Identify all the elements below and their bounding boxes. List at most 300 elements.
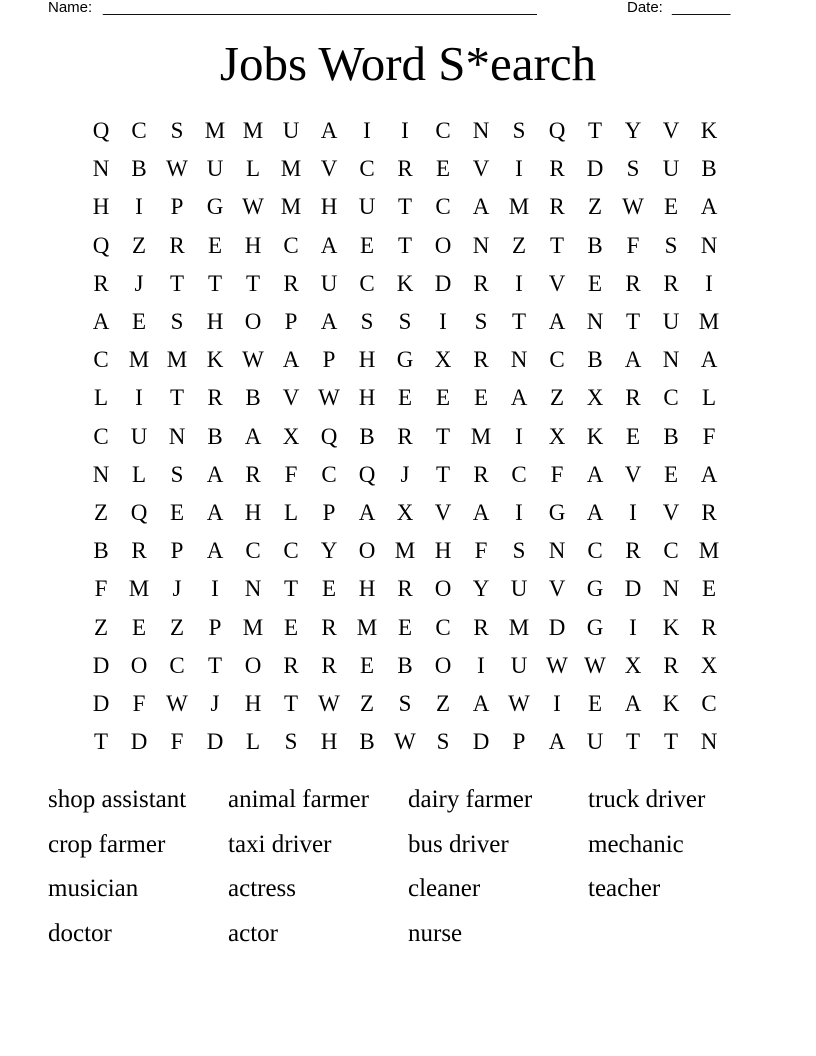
grid-letter: J (172, 576, 182, 602)
grid-letter: Z (511, 232, 527, 258)
grid-row (82, 532, 728, 570)
grid-letter: Z (435, 690, 451, 716)
grid-letter: Y (320, 538, 338, 564)
grid-letter: Z (587, 194, 603, 220)
grid-row (82, 227, 728, 265)
grid-letter: R (397, 423, 413, 449)
grid-letter: U (510, 576, 528, 602)
grid-letter: C (435, 614, 451, 640)
grid-letter: R (549, 194, 565, 220)
grid-letter: E (473, 385, 489, 411)
grid-letter: S (474, 309, 488, 335)
grid-letter: T (587, 118, 603, 144)
grid-letter: D (624, 576, 642, 602)
grid-letter: N (700, 232, 718, 258)
grid-letter: I (629, 614, 637, 640)
grid-letter: I (211, 576, 219, 602)
grid-letter: T (511, 309, 527, 335)
grid-letter: P (322, 499, 336, 525)
grid-letter: I (629, 499, 637, 525)
date-blank-line: _______ (672, 0, 731, 16)
grid-letter: I (363, 118, 371, 144)
word-list-item: truck driver (588, 786, 706, 813)
grid-letter: N (662, 576, 680, 602)
grid-letter: C (283, 538, 299, 564)
grid-letter: T (397, 232, 413, 258)
grid-letter: B (207, 423, 223, 449)
grid-letter: A (244, 423, 262, 449)
grid-letter: R (473, 461, 489, 487)
grid-letter: F (170, 729, 184, 755)
grid-letter: Q (320, 423, 338, 449)
grid-letter: B (93, 538, 109, 564)
grid-letter: T (625, 309, 641, 335)
grid-letter: V (548, 576, 566, 602)
grid-letter: V (624, 461, 642, 487)
grid-letter: X (282, 423, 300, 449)
grid-letter: U (320, 270, 338, 296)
grid-letter: Z (131, 232, 147, 258)
grid-letter: W (318, 690, 340, 716)
grid-letter: T (549, 232, 565, 258)
grid-letter: N (472, 232, 490, 258)
grid-letter: A (700, 461, 718, 487)
grid-letter: I (553, 690, 561, 716)
grid-letter: M (698, 309, 720, 335)
grid-letter: T (435, 423, 451, 449)
grid-letter: O (434, 232, 452, 258)
grid-letter: D (472, 729, 490, 755)
word-list-item: cleaner (408, 875, 481, 902)
word-list-item: actress (228, 875, 297, 902)
grid-letter: J (400, 461, 410, 487)
grid-letter: A (320, 309, 338, 335)
grid-letter: S (512, 538, 526, 564)
grid-letter: R (397, 576, 413, 602)
grid-letter: F (626, 232, 640, 258)
grid-letter: O (244, 652, 262, 678)
grid-letter: W (166, 156, 188, 182)
grid-letter: A (472, 499, 490, 525)
grid-letter: I (477, 652, 485, 678)
grid-letter: R (321, 614, 337, 640)
grid-letter: W (584, 652, 606, 678)
grid-letter: R (473, 614, 489, 640)
grid-letter: Z (93, 614, 109, 640)
name-label: Name: (48, 0, 93, 16)
grid-letter: X (396, 499, 414, 525)
word-list (48, 780, 768, 958)
grid-letter: E (283, 614, 299, 640)
grid-letter: E (207, 232, 223, 258)
grid-letter: C (169, 652, 185, 678)
grid-letter: I (515, 499, 523, 525)
grid-letter: A (320, 232, 338, 258)
word-list-item: nurse (408, 919, 463, 947)
grid-letter: C (587, 538, 603, 564)
grid-letter: W (394, 729, 416, 755)
grid-letter: R (625, 270, 641, 296)
grid-letter: O (434, 576, 452, 602)
grid-letter: U (510, 652, 528, 678)
grid-letter: R (207, 385, 223, 411)
grid-letter: C (359, 270, 375, 296)
grid-letter: P (284, 309, 298, 335)
grid-row (82, 303, 728, 341)
grid-letter: R (701, 614, 717, 640)
grid-letter: L (93, 385, 109, 411)
grid-row (82, 112, 728, 150)
grid-letter: A (472, 690, 490, 716)
grid-letter: V (472, 156, 490, 182)
grid-letter: A (320, 118, 338, 144)
grid-letter: Q (130, 499, 148, 525)
grid-letter: E (625, 423, 641, 449)
grid-letter: J (210, 690, 220, 716)
grid-letter: I (515, 423, 523, 449)
grid-letter: R (701, 499, 717, 525)
grid-letter: M (508, 614, 530, 640)
grid-letter: X (624, 652, 642, 678)
grid-letter: A (358, 499, 376, 525)
grid-letter: R (663, 652, 679, 678)
grid-letter: R (283, 652, 299, 678)
grid-letter: I (705, 270, 713, 296)
grid-letter: H (92, 194, 110, 220)
grid-letter: F (132, 690, 146, 716)
grid-letter: B (359, 729, 375, 755)
grid-row (82, 647, 728, 685)
grid-letter: R (663, 270, 679, 296)
grid-letter: K (396, 270, 414, 296)
grid-letter: M (394, 538, 416, 564)
grid-letter: D (206, 729, 224, 755)
grid-letter: B (701, 156, 717, 182)
grid-letter: M (242, 614, 264, 640)
grid-letter: T (93, 729, 109, 755)
grid-letter: B (397, 652, 413, 678)
grid-letter: V (320, 156, 338, 182)
grid-letter: D (92, 652, 110, 678)
grid-letter: R (93, 270, 109, 296)
grid-letter: N (472, 118, 490, 144)
grid-letter: R (131, 538, 147, 564)
grid-letter: C (511, 461, 527, 487)
grid-letter: H (320, 194, 338, 220)
grid-letter: V (662, 499, 680, 525)
grid-letter: G (586, 576, 604, 602)
grid-row (82, 188, 728, 226)
grid-letter: A (624, 690, 642, 716)
grid-letter: C (663, 538, 679, 564)
grid-letter: Y (624, 118, 642, 144)
grid-letter: F (550, 461, 564, 487)
grid-letter: P (512, 729, 526, 755)
grid-letter: M (508, 194, 530, 220)
grid-letter: P (208, 614, 222, 640)
name-blank-line: ____________________________________________________ (103, 0, 537, 16)
grid-letter: E (359, 232, 375, 258)
grid-letter: P (170, 194, 184, 220)
word-list-item: dairy farmer (408, 786, 533, 813)
word-list-item: crop farmer (48, 830, 166, 858)
grid-letter: H (244, 232, 262, 258)
grid-letter: A (206, 461, 224, 487)
grid-letter: R (625, 538, 641, 564)
grid-letter: N (662, 347, 680, 373)
grid-letter: N (168, 423, 186, 449)
grid-letter: G (396, 347, 414, 373)
grid-row (82, 418, 728, 456)
grid-letter: H (320, 729, 338, 755)
grid-letter: T (169, 270, 185, 296)
grid-letter: C (321, 461, 337, 487)
grid-letter: K (586, 423, 604, 449)
grid-letter: L (245, 729, 261, 755)
grid-letter: M (356, 614, 378, 640)
grid-letter: C (549, 347, 565, 373)
grid-letter: P (170, 538, 184, 564)
grid-letter: A (548, 729, 566, 755)
grid-letter: A (472, 194, 490, 220)
grid-letter: C (435, 118, 451, 144)
grid-letter: X (586, 385, 604, 411)
grid-row (82, 265, 728, 303)
grid-letter: G (206, 194, 224, 220)
grid-letter: A (206, 499, 224, 525)
grid-letter: E (587, 270, 603, 296)
grid-letter: I (515, 156, 523, 182)
grid-letter: I (135, 385, 143, 411)
grid-letter: C (245, 538, 261, 564)
grid-letter: E (131, 614, 147, 640)
grid-letter: A (282, 347, 300, 373)
grid-letter: N (548, 538, 566, 564)
grid-letter: M (242, 118, 264, 144)
date-label: Date: (627, 0, 663, 16)
grid-letter: S (436, 729, 450, 755)
grid-letter: H (206, 309, 224, 335)
word-list-item: mechanic (588, 830, 684, 858)
grid-letter: H (434, 538, 452, 564)
grid-letter: B (663, 423, 679, 449)
grid-letter: T (245, 270, 261, 296)
grid-letter: M (280, 156, 302, 182)
grid-letter: A (700, 347, 718, 373)
grid-letter: S (170, 461, 184, 487)
grid-letter: A (700, 194, 718, 220)
grid-letter: T (435, 461, 451, 487)
page-title: Jobs Word S*earch (219, 36, 597, 91)
grid-letter: J (134, 270, 144, 296)
grid-letter: A (586, 499, 604, 525)
grid-letter: T (397, 194, 413, 220)
grid-letter: L (245, 156, 261, 182)
grid-letter: U (662, 156, 680, 182)
grid-letter: R (321, 652, 337, 678)
grid-letter: B (245, 385, 261, 411)
grid-letter: K (662, 614, 680, 640)
grid-letter: O (244, 309, 262, 335)
grid-letter: W (166, 690, 188, 716)
grid-letter: X (434, 347, 452, 373)
grid-letter: H (358, 576, 376, 602)
grid-letter: C (663, 385, 679, 411)
grid-letter: I (401, 118, 409, 144)
grid-letter: H (244, 690, 262, 716)
grid-letter: U (206, 156, 224, 182)
grid-letter: Y (472, 576, 490, 602)
grid-letter: E (397, 385, 413, 411)
grid-row (82, 608, 728, 646)
grid-letter: T (625, 729, 641, 755)
grid-letter: O (358, 538, 376, 564)
grid-letter: R (169, 232, 185, 258)
grid-letter: E (435, 156, 451, 182)
grid-letter: T (207, 270, 223, 296)
grid-letter: V (282, 385, 300, 411)
grid-letter: G (586, 614, 604, 640)
grid-letter: C (283, 232, 299, 258)
grid-letter: M (280, 194, 302, 220)
grid-letter: C (93, 423, 109, 449)
grid-letter: M (698, 538, 720, 564)
grid-letter: S (398, 309, 412, 335)
grid-row (82, 570, 728, 608)
grid-letter: C (359, 156, 375, 182)
grid-letter: D (434, 270, 452, 296)
grid-letter: U (662, 309, 680, 335)
word-list-item: musician (48, 875, 139, 902)
grid-letter: S (664, 232, 678, 258)
grid-letter: E (359, 652, 375, 678)
grid-letter: I (515, 270, 523, 296)
grid-letter: N (586, 309, 604, 335)
grid-letter: W (508, 690, 530, 716)
grid-letter: F (474, 538, 488, 564)
grid-letter: T (283, 690, 299, 716)
grid-letter: S (512, 118, 526, 144)
grid-letter: H (358, 347, 376, 373)
grid-letter: I (135, 194, 143, 220)
grid-letter: S (170, 118, 184, 144)
grid-letter: M (470, 423, 492, 449)
grid-letter: R (473, 270, 489, 296)
grid-letter: S (360, 309, 374, 335)
grid-letter: C (435, 194, 451, 220)
grid-letter: M (204, 118, 226, 144)
grid-letter: N (244, 576, 262, 602)
grid-letter: E (321, 576, 337, 602)
grid-row (82, 456, 728, 494)
grid-letter: S (284, 729, 298, 755)
grid-letter: B (359, 423, 375, 449)
grid-letter: V (434, 499, 452, 525)
grid-letter: Q (358, 461, 376, 487)
grid-letter: E (587, 690, 603, 716)
grid-letter: L (701, 385, 717, 411)
grid-letter: U (586, 729, 604, 755)
grid-letter: U (358, 194, 376, 220)
grid-letter: M (128, 576, 150, 602)
grid-letter: S (170, 309, 184, 335)
grid-letter: M (128, 347, 150, 373)
grid-letter: V (548, 270, 566, 296)
grid-letter: D (548, 614, 566, 640)
grid-letter: T (663, 729, 679, 755)
grid-letter: N (700, 729, 718, 755)
grid-letter: K (206, 347, 224, 373)
grid-letter: T (207, 652, 223, 678)
grid-letter: B (587, 232, 603, 258)
grid-letter: B (587, 347, 603, 373)
grid-letter: A (92, 309, 110, 335)
grid-letter: K (662, 690, 680, 716)
grid-letter: Z (359, 690, 375, 716)
grid-letter: N (92, 461, 110, 487)
grid-letter: Q (92, 118, 110, 144)
grid-letter: R (473, 347, 489, 373)
word-list-item: teacher (588, 875, 661, 902)
grid-letter: E (701, 576, 717, 602)
grid-letter: E (663, 461, 679, 487)
grid-letter: E (663, 194, 679, 220)
grid-letter: W (318, 385, 340, 411)
grid-letter: H (358, 385, 376, 411)
grid-letter: N (92, 156, 110, 182)
grid-row (82, 494, 728, 532)
grid-letter: X (548, 423, 566, 449)
word-list-item: animal farmer (228, 786, 369, 813)
grid-letter: D (586, 156, 604, 182)
grid-letter: A (206, 538, 224, 564)
grid-letter: R (283, 270, 299, 296)
grid-row (82, 685, 728, 723)
grid-letter: R (549, 156, 565, 182)
grid-letter: G (548, 499, 566, 525)
grid-letter: X (700, 652, 718, 678)
grid-letter: Z (549, 385, 565, 411)
grid-letter: C (131, 118, 147, 144)
grid-letter: A (510, 385, 528, 411)
grid-letter: M (166, 347, 188, 373)
grid-letter: V (662, 118, 680, 144)
grid-letter: R (397, 156, 413, 182)
grid-letter: R (625, 385, 641, 411)
grid-letter: C (93, 347, 109, 373)
grid-letter: O (434, 652, 452, 678)
grid-row (82, 379, 728, 417)
grid-letter: C (701, 690, 717, 716)
grid-letter: E (397, 614, 413, 640)
letter-grid (82, 112, 728, 761)
grid-letter: R (245, 461, 261, 487)
grid-letter: A (548, 309, 566, 335)
grid-letter: A (624, 347, 642, 373)
grid-letter: B (131, 156, 147, 182)
grid-letter: F (284, 461, 298, 487)
grid-row (82, 341, 728, 379)
grid-letter: E (131, 309, 147, 335)
grid-letter: T (169, 385, 185, 411)
grid-letter: U (282, 118, 300, 144)
grid-letter: L (131, 461, 147, 487)
grid-letter: Z (93, 499, 109, 525)
grid-letter: E (169, 499, 185, 525)
grid-letter: S (626, 156, 640, 182)
grid-row (82, 150, 728, 188)
word-list-item: shop assistant (48, 786, 187, 813)
